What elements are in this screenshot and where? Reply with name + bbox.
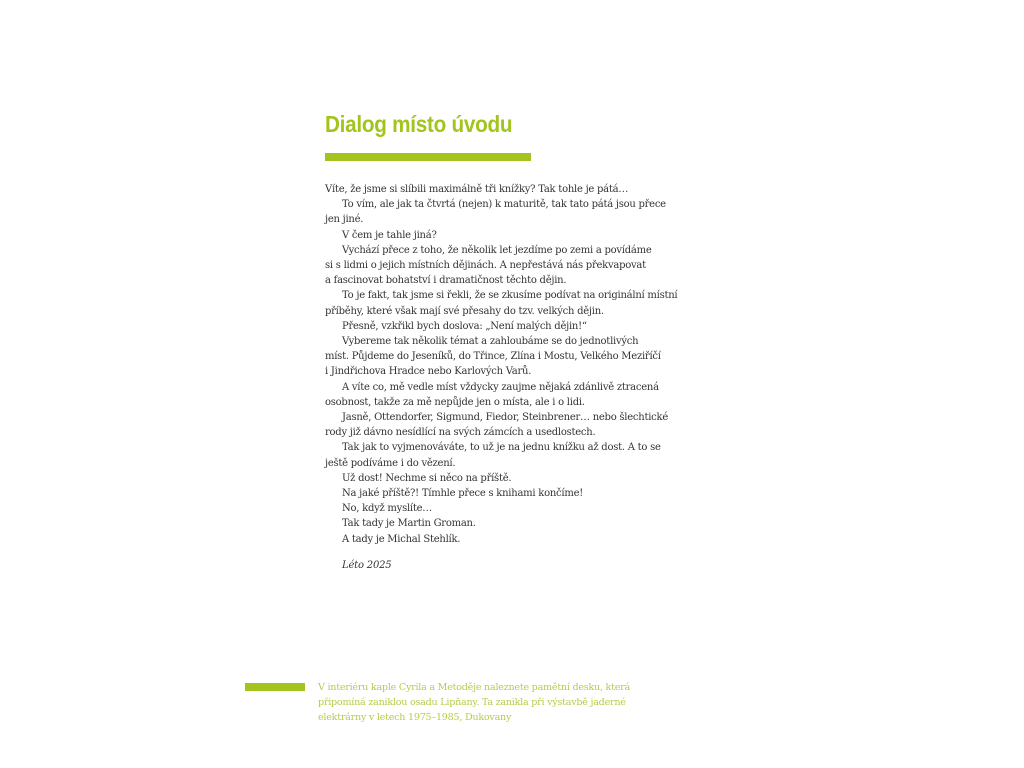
body-line: osobnost, takže za mě nepůjde jen o místa, ale i o lidi. bbox=[325, 396, 585, 408]
body-line: A tady je Michal Stehlík. bbox=[342, 533, 461, 545]
body-line: Vybereme tak několik témat a zahloubáme se do jednotlivých bbox=[342, 336, 639, 348]
caption-line: elektrárny v letech 1975–1985, Dukovany bbox=[318, 712, 512, 723]
body-line: Víte, že jsme si slíbili maximálně tři knížky? Tak tohle je pátá… bbox=[325, 184, 629, 195]
body-line: Jasně, Ottendorfer, Sigmund, Fiedor, Steinbrener… nebo šlechtické bbox=[342, 412, 668, 424]
body-line: To je fakt, tak jsme si řekli, že se zkusíme podívat na originální místní bbox=[342, 290, 678, 302]
body-line: To vím, ale jak ta čtvrtá (nejen) k maturitě, tak tato pátá jsou přece bbox=[342, 199, 666, 211]
body-line: Na jaké příště?! Tímhle přece s knihami končíme! bbox=[342, 488, 584, 500]
dialog-body-text bbox=[325, 182, 725, 547]
body-line: Tak jak to vyjmenováváte, to už je na jednu knížku až dost. A to se bbox=[342, 442, 661, 454]
body-line: i Jindřichova Hradce nebo Karlových Varů. bbox=[325, 366, 532, 378]
body-line: V čem je tahle jiná? bbox=[342, 229, 437, 241]
body-line: si s lidmi o jejich místních dějinách. A nepřestává nás překvapovat bbox=[325, 260, 646, 272]
body-line: ještě podíváme i do vězení. bbox=[325, 457, 456, 469]
signature-date: Léto 2025 bbox=[342, 560, 392, 571]
body-line: příběhy, které však mají své přesahy do tzv. velkých dějin. bbox=[325, 305, 604, 317]
caption-line: připomíná zaniklou osadu Lipňany. Ta zanikla při výstavbě jaderné bbox=[318, 697, 626, 708]
chapter-title: Dialog místo úvodu bbox=[325, 111, 513, 137]
body-line: jen jiné. bbox=[325, 214, 364, 226]
body-line: a fascinovat bohatství i dramatičnost těchto dějin. bbox=[325, 275, 567, 287]
body-line: A víte co, mě vedle míst vždycky zaujme nějaká zdánlivě ztracená bbox=[342, 381, 659, 393]
body-line: Vychází přece z toho, že několik let jezdíme po zemi a povídáme bbox=[342, 244, 652, 256]
body-line: Už dost! Nechme si něco na příště. bbox=[342, 472, 512, 484]
photo-caption bbox=[318, 680, 698, 725]
body-line: rody již dávno nesídlící na svých zámcích a usedlostech. bbox=[325, 427, 596, 439]
body-line: Přesně, vzkřikl bych doslova: „Není malých dějin!“ bbox=[342, 320, 587, 332]
caption-accent-rule bbox=[245, 683, 305, 691]
body-line: Tak tady je Martin Groman. bbox=[342, 518, 476, 530]
caption-line: V interiéru kaple Cyrila a Metoděje naleznete pamětní desku, která bbox=[318, 682, 630, 693]
body-line: míst. Půjdeme do Jeseníků, do Třince, Zlína i Mostu, Velkého Meziříčí bbox=[325, 351, 661, 363]
title-accent-rule bbox=[325, 153, 531, 161]
body-line: No, když myslíte… bbox=[342, 503, 433, 515]
